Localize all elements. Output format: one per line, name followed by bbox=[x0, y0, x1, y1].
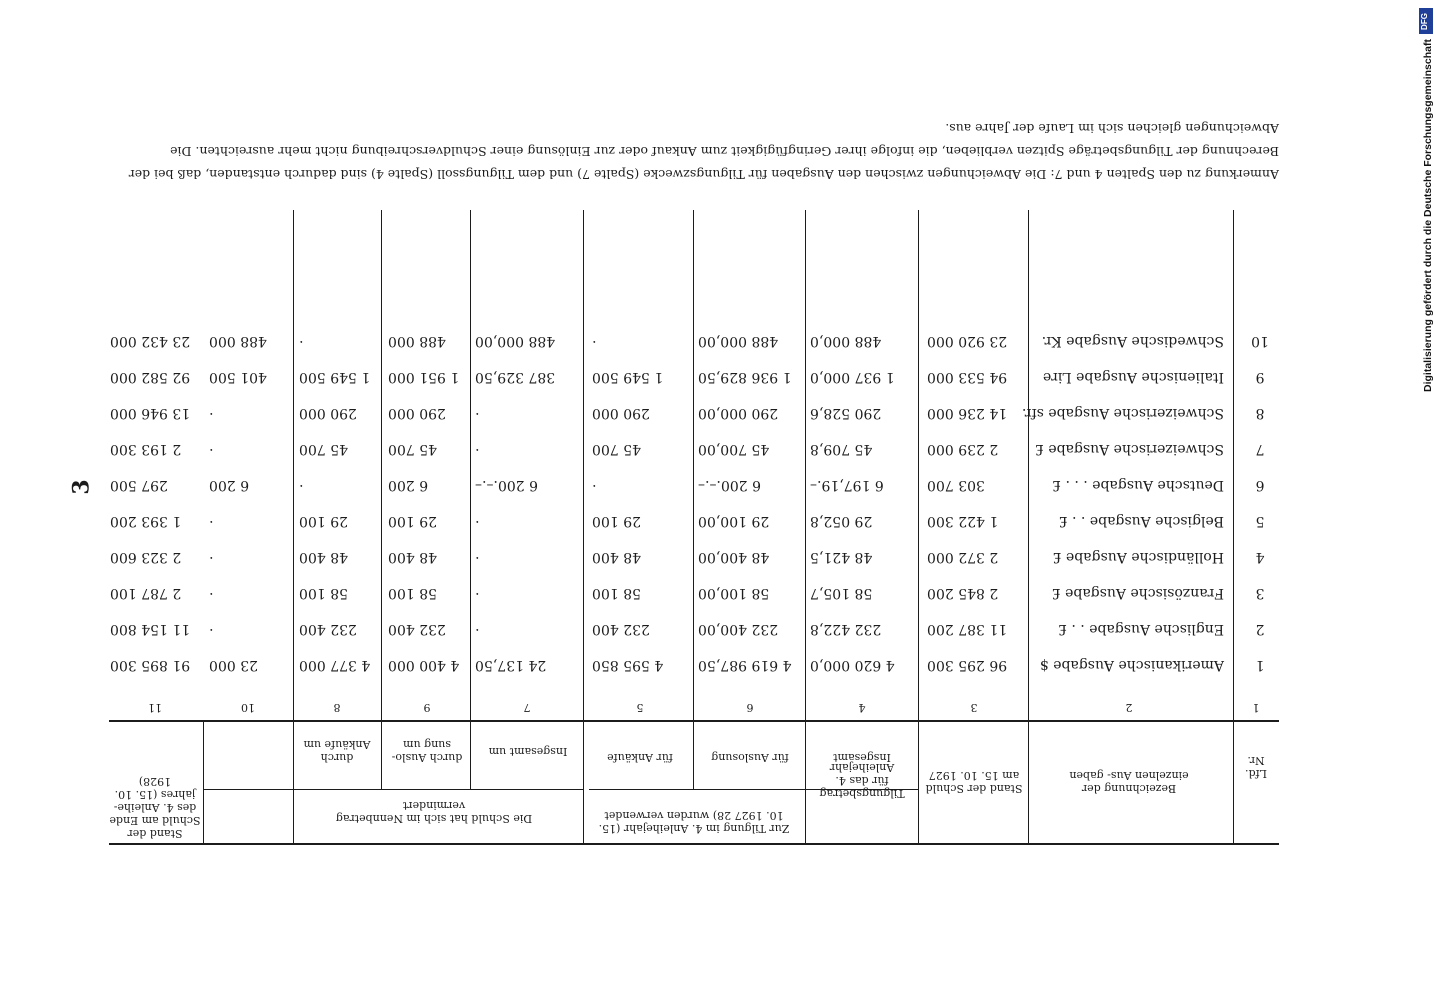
header-ankaeufe: für Ankäufe bbox=[607, 751, 673, 764]
cell-tilgungsbetrag: 232 422,8 bbox=[810, 621, 882, 637]
cell-stand-ende: 2 323 600 bbox=[110, 549, 182, 565]
column-number: 3 bbox=[970, 701, 978, 714]
cell-insgesamt: 4 619 987,50 bbox=[698, 657, 792, 673]
header-durch-ankaeufe: durch Ankäufe um bbox=[303, 738, 371, 764]
cell-durch-ankaeufe: 23 000 bbox=[209, 657, 258, 673]
cell-insgesamt-um: 488 000 bbox=[388, 333, 446, 349]
row-number: 10 bbox=[1251, 333, 1269, 349]
cell-insgesamt: 58 100,00 bbox=[698, 585, 770, 601]
group-rule-left bbox=[204, 789, 584, 790]
header-insgesamt-um: Insgesamt um bbox=[488, 745, 568, 758]
row-label: Amerikanische Ausgabe $ bbox=[1039, 657, 1224, 673]
row-number: 4 bbox=[1255, 549, 1265, 565]
cell-auslosung: 45 700 bbox=[592, 441, 641, 457]
cell-stand-ende: 1 393 200 bbox=[110, 513, 182, 529]
row-number: 5 bbox=[1255, 513, 1265, 529]
cell-durch-auslosung: 232 400 bbox=[299, 621, 357, 637]
cell-ankaeufe: · bbox=[475, 441, 480, 457]
cell-stand-ende: 13 946 000 bbox=[110, 405, 191, 421]
cell-stand-ende: 11 154 800 bbox=[110, 621, 191, 637]
cell-insgesamt: 488 000,00 bbox=[698, 333, 779, 349]
cell-tilgungsbetrag: 488 000,0 bbox=[810, 333, 882, 349]
cell-insgesamt-um: 1 951 000 bbox=[388, 369, 460, 385]
cell-tilgungsbetrag: 48 421,5 bbox=[810, 549, 873, 565]
table-row bbox=[0, 541, 1434, 565]
vline-7 bbox=[470, 210, 471, 790]
row-label: Italienische Ausgabe Lire bbox=[1042, 369, 1224, 385]
column-number: 2 bbox=[1125, 701, 1133, 714]
row-number: 1 bbox=[1255, 657, 1265, 673]
table-row bbox=[0, 577, 1434, 601]
column-number: 10 bbox=[241, 701, 255, 714]
cell-auslosung: · bbox=[592, 333, 597, 349]
header-insgesamt: Insgesamt bbox=[833, 751, 891, 764]
cell-ankaeufe: 24 137,50 bbox=[475, 657, 547, 673]
cell-insgesamt-um: 4 400 000 bbox=[388, 657, 460, 673]
cell-stand-1927: 2 845 200 bbox=[927, 585, 999, 601]
cell-durch-auslosung: 4 377 000 bbox=[299, 657, 371, 673]
cell-durch-auslosung: 1 549 500 bbox=[299, 369, 371, 385]
cell-durch-auslosung: · bbox=[299, 477, 304, 493]
vline-5 bbox=[693, 210, 694, 790]
cell-durch-ankaeufe: 488 000 bbox=[209, 333, 267, 349]
cell-stand-1927: 14 236 000 bbox=[927, 405, 1008, 421]
cell-tilgungsbetrag: 45 709,8 bbox=[810, 441, 873, 457]
header-bottom-rule bbox=[109, 720, 1279, 722]
cell-insgesamt-um: 58 100 bbox=[388, 585, 437, 601]
row-number: 3 bbox=[1255, 585, 1265, 601]
cell-durch-ankaeufe: 6 200 bbox=[209, 477, 250, 493]
column-number: 8 bbox=[333, 701, 341, 714]
row-number: 6 bbox=[1255, 477, 1265, 493]
cell-insgesamt: 48 400,00 bbox=[698, 549, 770, 565]
header-group-tilgung: Zur Tilgung im 4. Anleihejahr (15. 10. 1927 28) wurden verwendet bbox=[598, 809, 790, 835]
row-number: 7 bbox=[1255, 441, 1265, 457]
cell-durch-ankaeufe: · bbox=[209, 441, 214, 457]
vline-8 bbox=[381, 210, 382, 790]
cell-ankaeufe: · bbox=[475, 621, 480, 637]
cell-durch-auslosung: 58 100 bbox=[299, 585, 348, 601]
cell-auslosung: 58 100 bbox=[592, 585, 641, 601]
cell-stand-1927: 2 239 000 bbox=[927, 441, 999, 457]
row-number: 9 bbox=[1255, 369, 1265, 385]
cell-ankaeufe: 6 200.–.– bbox=[475, 477, 538, 493]
row-label: Deutsche Ausgabe . . . £ bbox=[1052, 477, 1224, 493]
cell-auslosung: 232 400 bbox=[592, 621, 650, 637]
cell-insgesamt-um: 45 700 bbox=[388, 441, 437, 457]
row-number: 8 bbox=[1255, 405, 1265, 421]
header-durch-auslosung: durch Auslo- sung um bbox=[391, 738, 463, 764]
cell-durch-ankaeufe: · bbox=[209, 621, 214, 637]
cell-stand-ende: 23 432 000 bbox=[110, 333, 191, 349]
header-group-schuld: Die Schuld hat sich im Nennbetrag vermindert bbox=[335, 799, 533, 825]
cell-ankaeufe: · bbox=[475, 513, 480, 529]
column-number: 4 bbox=[858, 701, 866, 714]
cell-auslosung: 290 000 bbox=[592, 405, 650, 421]
row-label: Englische Ausgabe . . £ bbox=[1058, 621, 1224, 637]
row-label: Belgische Ausgabe . . £ bbox=[1058, 513, 1224, 529]
cell-durch-auslosung: 48 400 bbox=[299, 549, 348, 565]
cell-auslosung: 29 100 bbox=[592, 513, 641, 529]
cell-durch-auslosung: 290 000 bbox=[299, 405, 357, 421]
footnote: Anmerkung zu den Spalten 4 und 7: Die Abweichungen zwischen den Ausgaben für Tilgungszwecke (Spalte 7) und dem Tilgungssoll (Spalte 4) sind dadurch entstanden, daß bei der Berechnung der Tilgungsbeträge Spitzen verblieben, die infolge ihrer Geringfügigkeit zum Ankauf oder zur Einlösung einer Schuldverschreibung nicht mehr ausreichten. Die Abweichungen gleichen sich im Laufe der Jahre aus. bbox=[128, 121, 1279, 182]
cell-tilgungsbetrag: 1 937 000,0 bbox=[810, 369, 895, 385]
header-stand-ende: Stand der Schuld am Ende des 4. Anleihe- jahres (15. 10. 1928) bbox=[109, 775, 201, 840]
cell-insgesamt: 6 200.–.– bbox=[698, 477, 761, 493]
row-label: Holländische Ausgabe £ bbox=[1052, 549, 1224, 565]
cell-insgesamt: 29 100,00 bbox=[698, 513, 770, 529]
cell-auslosung: · bbox=[592, 477, 597, 493]
sidebar-credit: Digitalisierung gefördert durch die Deutsche Forschungsgemeinschaft bbox=[1422, 39, 1434, 392]
column-number: 6 bbox=[746, 701, 754, 714]
cell-durch-ankaeufe: · bbox=[209, 585, 214, 601]
row-label: Schweizerische Ausgabe £ bbox=[1034, 441, 1224, 457]
cell-durch-auslosung: 29 100 bbox=[299, 513, 348, 529]
header-bezeichnung: Bezeichnung der einzelnen Aus- gaben bbox=[1069, 769, 1189, 795]
row-label: Schwedische Ausgabe Kr. bbox=[1041, 333, 1224, 349]
cell-insgesamt: 232 400,00 bbox=[698, 621, 779, 637]
page-number: 3 bbox=[68, 479, 95, 495]
cell-tilgungsbetrag: 4 620 000,0 bbox=[810, 657, 895, 673]
cell-stand-ende: 2 787 100 bbox=[110, 585, 182, 601]
header-lfd-nr: Lfd. Nr. bbox=[1245, 754, 1267, 780]
cell-ankaeufe: 488 000,00 bbox=[475, 333, 556, 349]
column-number: 5 bbox=[636, 701, 644, 714]
column-number: 9 bbox=[423, 701, 431, 714]
cell-insgesamt-um: 290 000 bbox=[388, 405, 446, 421]
column-number: 1 bbox=[1252, 701, 1260, 714]
table-row bbox=[0, 613, 1434, 637]
dfg-logo-text: DFG bbox=[1419, 13, 1429, 30]
cell-stand-1927: 303 700 bbox=[927, 477, 985, 493]
header-auslosung: für Auslosung bbox=[711, 751, 789, 764]
cell-stand-ende: 92 582 000 bbox=[110, 369, 191, 385]
cell-stand-1927: 94 533 000 bbox=[927, 369, 1008, 385]
table-top-rule bbox=[109, 843, 1279, 845]
cell-insgesamt-um: 6 200 bbox=[388, 477, 429, 493]
header-stand-1927: Stand der Schuld am 15. 10. 1927 bbox=[925, 769, 1023, 795]
table-row bbox=[0, 505, 1434, 529]
cell-stand-1927: 1 422 300 bbox=[927, 513, 999, 529]
cell-stand-ende: 2 193 300 bbox=[110, 441, 182, 457]
cell-stand-ende: 91 895 300 bbox=[110, 657, 191, 673]
cell-durch-auslosung: · bbox=[299, 333, 304, 349]
header-tilgungsbetrag: Tilgungsbetrag für das 4. Anleihejahr bbox=[819, 761, 905, 800]
cell-durch-auslosung: 45 700 bbox=[299, 441, 348, 457]
table-row bbox=[0, 649, 1434, 673]
cell-ankaeufe: · bbox=[475, 549, 480, 565]
cell-stand-1927: 23 920 000 bbox=[927, 333, 1008, 349]
column-number: 11 bbox=[148, 701, 162, 714]
cell-insgesamt-um: 29 100 bbox=[388, 513, 437, 529]
cell-durch-ankaeufe: · bbox=[209, 405, 214, 421]
row-number: 2 bbox=[1255, 621, 1265, 637]
table-row bbox=[0, 397, 1434, 421]
dfg-logo bbox=[1419, 8, 1433, 34]
row-label: Schweizerische Ausgabe sfr. bbox=[1021, 405, 1224, 421]
cell-stand-1927: 96 295 300 bbox=[927, 657, 1008, 673]
row-label: Französische Ausgabe £ bbox=[1051, 585, 1224, 601]
cell-auslosung: 4 595 850 bbox=[592, 657, 664, 673]
table-row bbox=[0, 469, 1434, 493]
cell-tilgungsbetrag: 58 105,7 bbox=[810, 585, 873, 601]
table-row bbox=[0, 325, 1434, 349]
table-row bbox=[0, 433, 1434, 457]
cell-durch-ankaeufe: · bbox=[209, 549, 214, 565]
cell-tilgungsbetrag: 29 052,8 bbox=[810, 513, 873, 529]
cell-ankaeufe: · bbox=[475, 405, 480, 421]
cell-insgesamt: 1 936 829,50 bbox=[698, 369, 792, 385]
cell-stand-1927: 11 387 200 bbox=[927, 621, 1008, 637]
column-number: 7 bbox=[523, 701, 531, 714]
cell-durch-ankaeufe: · bbox=[209, 513, 214, 529]
cell-stand-1927: 2 372 000 bbox=[927, 549, 999, 565]
vline-10 bbox=[203, 720, 204, 845]
cell-insgesamt-um: 48 400 bbox=[388, 549, 437, 565]
cell-auslosung: 48 400 bbox=[592, 549, 641, 565]
cell-auslosung: 1 549 500 bbox=[592, 369, 664, 385]
cell-ankaeufe: 387 329,50 bbox=[475, 369, 556, 385]
cell-insgesamt-um: 232 400 bbox=[388, 621, 446, 637]
cell-ankaeufe: · bbox=[475, 585, 480, 601]
cell-durch-ankaeufe: 401 500 bbox=[209, 369, 267, 385]
table-row bbox=[0, 361, 1434, 385]
cell-insgesamt: 45 700,00 bbox=[698, 441, 770, 457]
cell-insgesamt: 290 000,00 bbox=[698, 405, 779, 421]
cell-tilgungsbetrag: 290 528,6 bbox=[810, 405, 882, 421]
cell-stand-ende: 297 500 bbox=[110, 477, 168, 493]
cell-tilgungsbetrag: 6 197,19.– bbox=[810, 477, 884, 493]
